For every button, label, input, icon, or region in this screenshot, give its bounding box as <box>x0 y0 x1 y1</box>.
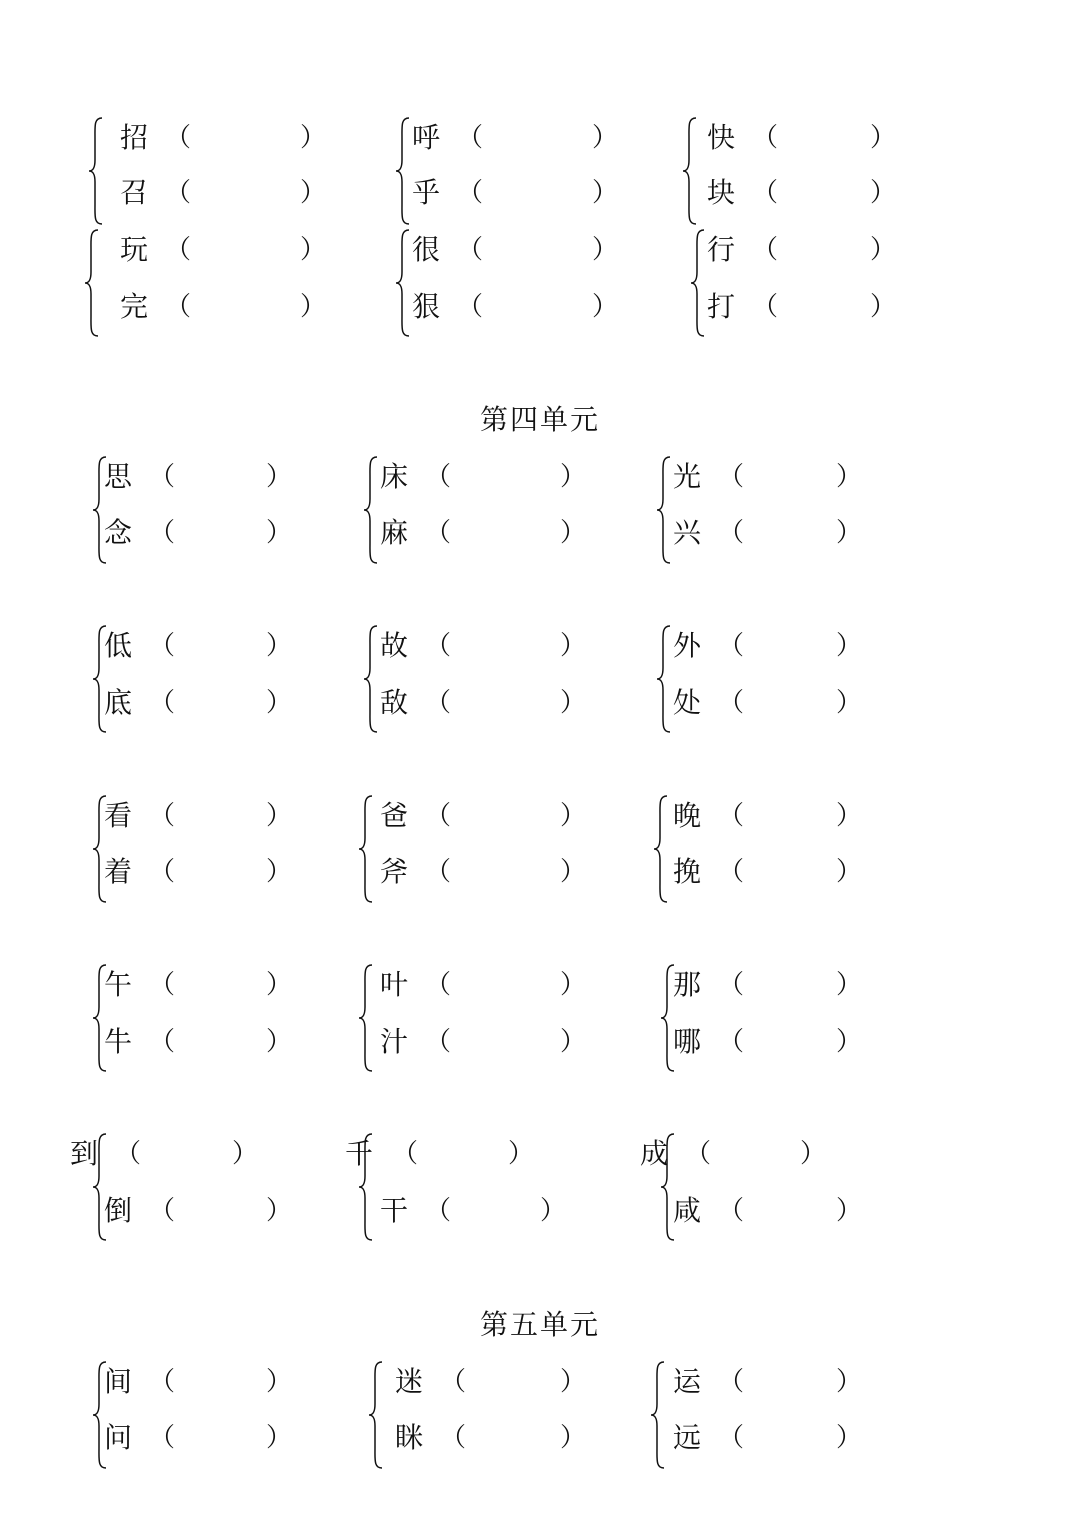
close-paren: ） <box>592 123 619 153</box>
open-paren: （ <box>425 631 452 661</box>
close-paren: ） <box>560 1027 587 1057</box>
close-paren: ） <box>300 292 327 322</box>
character-line <box>363 626 600 666</box>
close-paren: ） <box>870 178 897 208</box>
character-pair-group <box>92 455 306 565</box>
character-pair-group <box>395 228 632 338</box>
open-paren: （ <box>752 235 779 265</box>
close-paren: ） <box>266 462 293 492</box>
open-paren: （ <box>149 970 176 1000</box>
character-pair-group <box>368 1360 600 1470</box>
character: 午 <box>104 968 133 1001</box>
close-paren: ） <box>266 1367 293 1397</box>
character-line <box>70 1134 272 1174</box>
character-line <box>653 852 876 892</box>
open-paren: （ <box>149 1367 176 1397</box>
character-line <box>656 683 876 723</box>
character: 着 <box>104 855 133 888</box>
close-paren: ） <box>836 1423 863 1453</box>
close-paren: ） <box>836 970 863 1000</box>
close-paren: ） <box>232 1139 259 1169</box>
character-pair-group <box>92 624 306 734</box>
character-pair-group <box>682 116 910 226</box>
open-paren: （ <box>149 801 176 831</box>
character: 迷 <box>395 1365 424 1398</box>
close-paren: ） <box>266 1196 293 1226</box>
character: 哪 <box>673 1025 702 1058</box>
character-line <box>682 118 910 158</box>
character-line <box>88 173 340 213</box>
character-line <box>640 1134 840 1174</box>
open-paren: （ <box>457 178 484 208</box>
close-paren: ） <box>836 1196 863 1226</box>
character-line <box>92 796 306 836</box>
open-paren: （ <box>149 857 176 887</box>
unit-5-heading: 第五单元 <box>479 1308 600 1341</box>
open-paren: （ <box>425 801 452 831</box>
open-paren: （ <box>165 292 192 322</box>
close-paren: ） <box>560 1367 587 1397</box>
character-pair-group <box>690 228 910 338</box>
character-line <box>656 457 876 497</box>
character-line <box>395 230 632 270</box>
character-line <box>345 1134 548 1174</box>
open-paren: （ <box>457 235 484 265</box>
open-paren: （ <box>752 123 779 153</box>
open-paren: （ <box>457 123 484 153</box>
character-line <box>660 1022 876 1062</box>
character-pair-group <box>363 455 600 565</box>
close-paren: ） <box>870 123 897 153</box>
character: 敌 <box>380 686 409 719</box>
character-line <box>660 965 876 1005</box>
character: 光 <box>673 460 702 493</box>
character-line <box>690 287 910 327</box>
open-paren: （ <box>165 123 192 153</box>
open-paren: （ <box>457 292 484 322</box>
character-pair-group <box>92 963 306 1073</box>
character-line <box>92 1022 306 1062</box>
character: 低 <box>104 629 133 662</box>
open-paren: （ <box>149 518 176 548</box>
character: 咸 <box>673 1194 702 1227</box>
close-paren: ） <box>836 631 863 661</box>
character-line <box>88 118 340 158</box>
character: 叶 <box>380 968 409 1001</box>
character-pair-group <box>92 794 306 904</box>
character: 干 <box>380 1194 409 1227</box>
open-paren: （ <box>149 462 176 492</box>
open-paren: （ <box>149 688 176 718</box>
close-paren: ） <box>300 178 327 208</box>
open-paren: （ <box>425 462 452 492</box>
character-line <box>84 287 340 327</box>
close-paren: ） <box>266 970 293 1000</box>
character-line <box>92 965 306 1005</box>
character-line <box>656 626 876 666</box>
character-pair-group <box>88 116 340 226</box>
character-pair-group <box>363 624 600 734</box>
close-paren: ） <box>592 292 619 322</box>
character: 眯 <box>395 1421 424 1454</box>
character: 处 <box>673 686 702 719</box>
character: 远 <box>673 1421 702 1454</box>
close-paren: ） <box>266 857 293 887</box>
character: 完 <box>120 290 149 323</box>
close-paren: ） <box>508 1139 535 1169</box>
character: 到 <box>70 1137 99 1170</box>
close-paren: ） <box>836 1367 863 1397</box>
character: 问 <box>104 1421 133 1454</box>
open-paren: （ <box>718 1423 745 1453</box>
close-paren: ） <box>560 1423 587 1453</box>
character: 千 <box>345 1137 374 1170</box>
character: 牛 <box>104 1025 133 1058</box>
open-paren: （ <box>425 518 452 548</box>
character-pair-group <box>660 963 876 1073</box>
open-paren: （ <box>440 1367 467 1397</box>
open-paren: （ <box>165 235 192 265</box>
character-line <box>92 1362 306 1402</box>
character-line <box>92 626 306 666</box>
character: 快 <box>707 121 736 154</box>
open-paren: （ <box>718 631 745 661</box>
character-line <box>84 230 340 270</box>
character-line <box>682 173 910 213</box>
character-line <box>395 173 632 213</box>
character-line <box>92 852 306 892</box>
character-pair-group <box>656 455 876 565</box>
character: 那 <box>673 968 702 1001</box>
character: 底 <box>104 686 133 719</box>
close-paren: ） <box>300 235 327 265</box>
close-paren: ） <box>540 1196 567 1226</box>
character-pair-group <box>84 228 340 338</box>
close-paren: ） <box>266 801 293 831</box>
character-line <box>358 852 600 892</box>
close-paren: ） <box>560 688 587 718</box>
character: 爸 <box>380 799 409 832</box>
character: 呼 <box>412 121 441 154</box>
character-line <box>363 683 600 723</box>
open-paren: （ <box>425 857 452 887</box>
close-paren: ） <box>836 857 863 887</box>
character-line <box>395 118 632 158</box>
close-paren: ） <box>836 688 863 718</box>
character: 外 <box>673 629 702 662</box>
character: 汁 <box>380 1025 409 1058</box>
open-paren: （ <box>718 1027 745 1057</box>
open-paren: （ <box>392 1139 419 1169</box>
close-paren: ） <box>560 462 587 492</box>
character: 召 <box>120 176 149 209</box>
character-line <box>395 287 632 327</box>
open-paren: （ <box>425 970 452 1000</box>
character-pair-group <box>395 116 632 226</box>
character-line <box>358 1191 580 1231</box>
character: 块 <box>707 176 736 209</box>
open-paren: （ <box>425 1027 452 1057</box>
character: 运 <box>673 1365 702 1398</box>
close-paren: ） <box>560 970 587 1000</box>
open-paren: （ <box>718 688 745 718</box>
open-paren: （ <box>440 1423 467 1453</box>
character-line <box>363 513 600 553</box>
character: 间 <box>104 1365 133 1398</box>
character-line <box>368 1362 600 1402</box>
open-paren: （ <box>165 178 192 208</box>
character-pair-group <box>358 963 600 1073</box>
open-paren: （ <box>718 518 745 548</box>
open-paren: （ <box>149 631 176 661</box>
open-paren: （ <box>425 1196 452 1226</box>
unit-4-heading: 第四单元 <box>479 403 600 436</box>
close-paren: ） <box>266 631 293 661</box>
open-paren: （ <box>718 857 745 887</box>
character: 晚 <box>673 799 702 832</box>
character-line <box>656 513 876 553</box>
character-pair-group <box>358 794 600 904</box>
close-paren: ） <box>560 518 587 548</box>
close-paren: ） <box>870 235 897 265</box>
character: 念 <box>104 516 133 549</box>
open-paren: （ <box>149 1027 176 1057</box>
character-line <box>92 457 306 497</box>
open-paren: （ <box>425 688 452 718</box>
close-paren: ） <box>300 123 327 153</box>
close-paren: ） <box>592 178 619 208</box>
character: 乎 <box>412 176 441 209</box>
character: 看 <box>104 799 133 832</box>
close-paren: ） <box>560 631 587 661</box>
character-pair-group <box>653 794 876 904</box>
character-line <box>92 683 306 723</box>
open-paren: （ <box>718 970 745 1000</box>
open-paren: （ <box>752 292 779 322</box>
open-paren: （ <box>149 1423 176 1453</box>
character-line <box>650 1362 876 1402</box>
close-paren: ） <box>560 857 587 887</box>
open-paren: （ <box>685 1139 712 1169</box>
close-paren: ） <box>836 1027 863 1057</box>
character: 兴 <box>673 516 702 549</box>
character-line <box>660 1191 876 1231</box>
character-pair-group <box>92 1360 306 1470</box>
character-line <box>92 1418 306 1458</box>
character: 打 <box>707 290 736 323</box>
open-paren: （ <box>718 1367 745 1397</box>
open-paren: （ <box>752 178 779 208</box>
character: 很 <box>412 233 441 266</box>
close-paren: ） <box>836 462 863 492</box>
character-line <box>358 965 600 1005</box>
close-paren: ） <box>800 1139 827 1169</box>
character-line <box>92 1191 306 1231</box>
character-pair-group <box>640 1132 876 1242</box>
close-paren: ） <box>592 235 619 265</box>
character-line <box>368 1418 600 1458</box>
character: 床 <box>380 460 409 493</box>
open-paren: （ <box>718 1196 745 1226</box>
close-paren: ） <box>836 801 863 831</box>
close-paren: ） <box>266 1027 293 1057</box>
close-paren: ） <box>836 518 863 548</box>
character: 思 <box>104 460 133 493</box>
open-paren: （ <box>718 462 745 492</box>
character: 行 <box>707 233 736 266</box>
open-paren: （ <box>718 801 745 831</box>
close-paren: ） <box>560 801 587 831</box>
character: 麻 <box>380 516 409 549</box>
close-paren: ） <box>266 518 293 548</box>
character-line <box>653 796 876 836</box>
character: 招 <box>120 121 149 154</box>
character-line <box>358 796 600 836</box>
character-pair-group <box>345 1132 580 1242</box>
character: 斧 <box>380 855 409 888</box>
character-pair-group <box>656 624 876 734</box>
character: 玩 <box>120 233 149 266</box>
open-paren: （ <box>115 1139 142 1169</box>
character: 故 <box>380 629 409 662</box>
character-line <box>358 1022 600 1062</box>
close-paren: ） <box>870 292 897 322</box>
character: 成 <box>640 1137 669 1170</box>
character: 狠 <box>412 290 441 323</box>
character-line <box>690 230 910 270</box>
character-line <box>92 513 306 553</box>
close-paren: ） <box>266 688 293 718</box>
close-paren: ） <box>266 1423 293 1453</box>
character: 倒 <box>104 1194 133 1227</box>
character-line <box>650 1418 876 1458</box>
open-paren: （ <box>149 1196 176 1226</box>
character-line <box>363 457 600 497</box>
character-pair-group <box>70 1132 306 1242</box>
character-pair-group <box>650 1360 876 1470</box>
character: 挽 <box>673 855 702 888</box>
